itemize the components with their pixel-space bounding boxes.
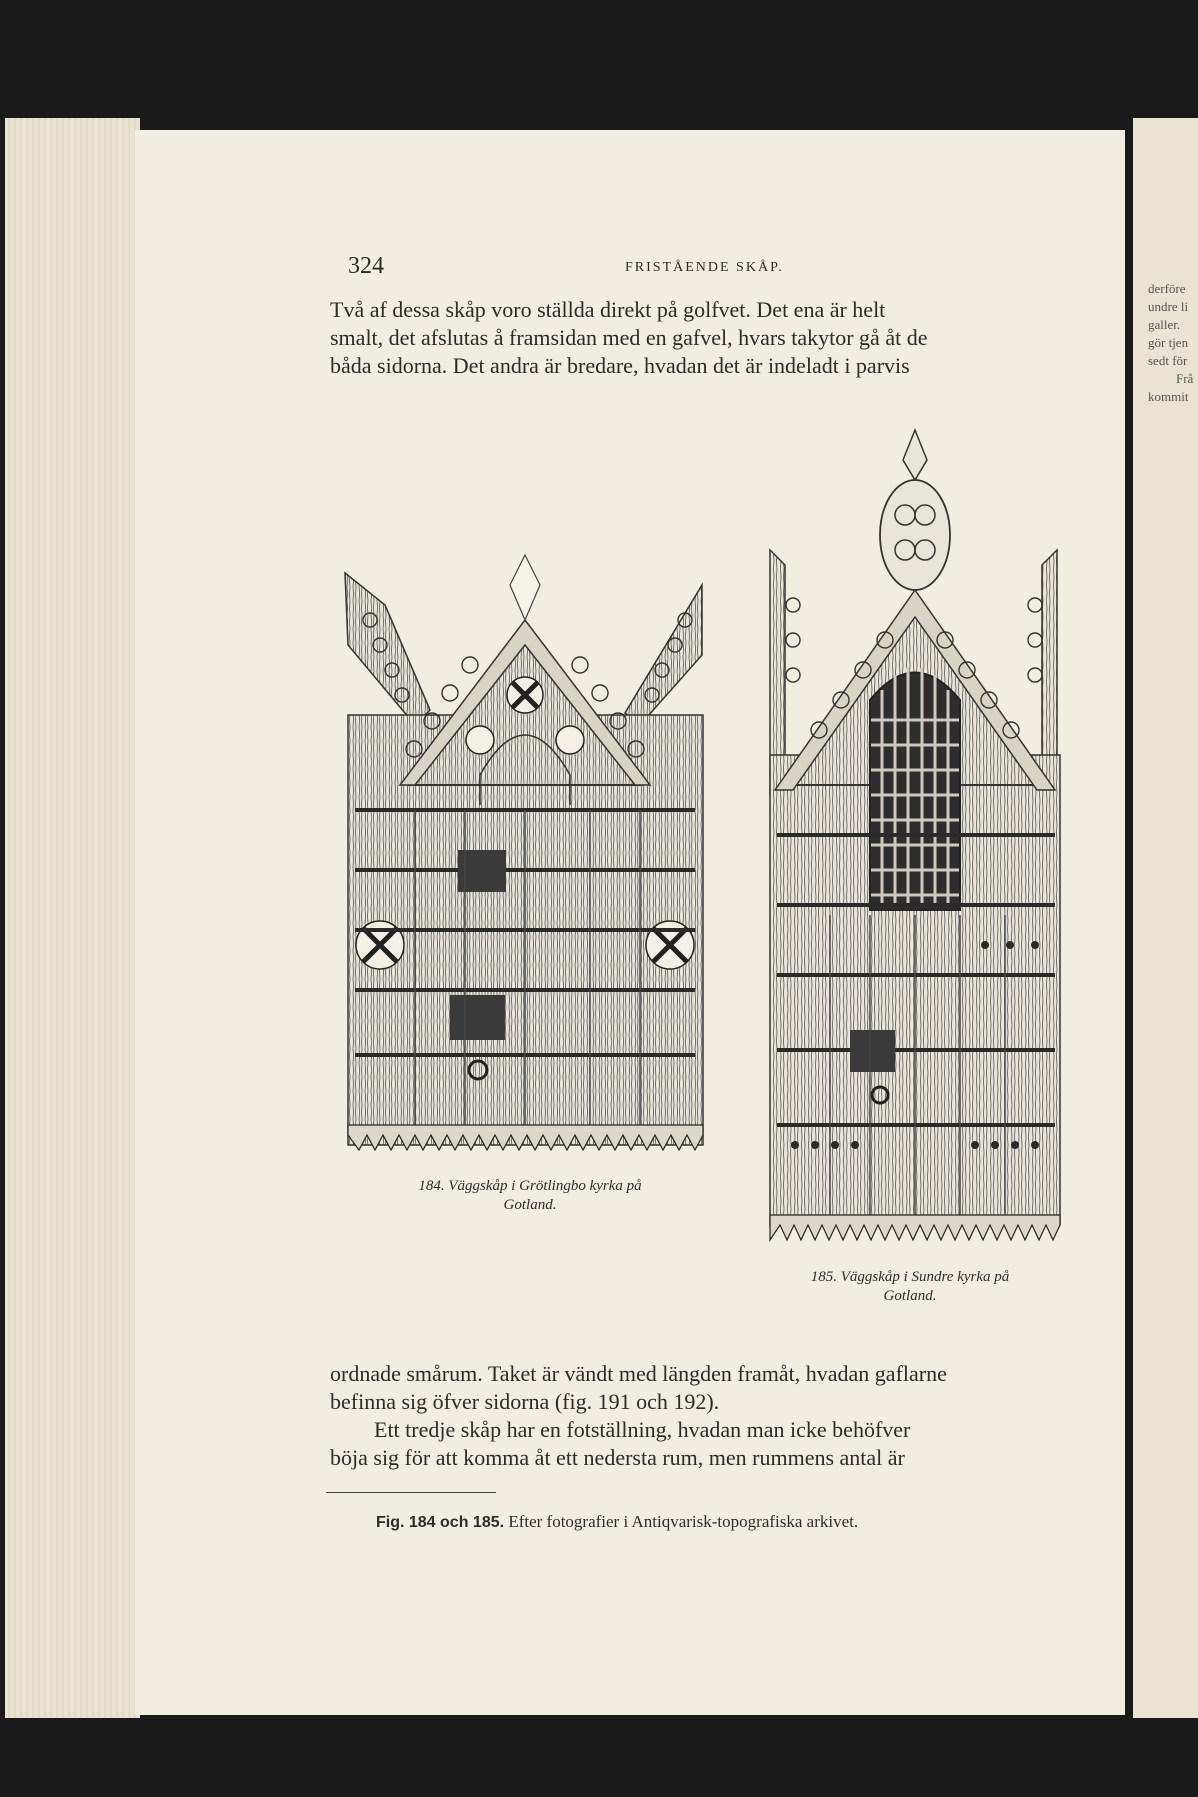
figure-184-caption: 184. Väggskåp i Grötlingbo kyrka på Gotland. [418, 1178, 642, 1213]
page-number: 324 [348, 253, 384, 279]
figure-184-illustration [340, 545, 710, 1165]
page-header [348, 253, 1090, 279]
footnote [376, 1512, 858, 1532]
text-line: ordnade smårum. Taket är vändt med längden framåt, hvadan gaflarne [330, 1361, 947, 1386]
text-line: böja sig för att komma åt ett nedersta rum, men rummens antal är [330, 1445, 905, 1470]
text-line: Ett tredje skåp har en fotställning, hvadan man icke behöfver [374, 1417, 911, 1442]
footnote-label: Fig. 184 och 185. [376, 1514, 505, 1531]
text-line: båda sidorna. Det andra är bredare, hvadan det är indeladt i parvis [330, 353, 910, 378]
running-head: FRISTÅENDE SKÅP. [625, 260, 784, 275]
text-line: befinna sig öfver sidorna (fig. 191 och 192). [330, 1389, 720, 1414]
figure-185-illustration [765, 425, 1065, 1255]
body-paragraph-bottom [330, 1360, 1075, 1472]
facing-page-text: derföre undre li galler. gör tjen sedt för Frå kommit [1148, 281, 1194, 404]
footnote-divider [326, 1492, 496, 1493]
figure-185-caption: 185. Väggskåp i Sundre kyrka på Gotland. [810, 1269, 1010, 1304]
text-line: smalt, det afslutas å framsidan med en gafvel, hvars takytor gå åt de [330, 325, 928, 350]
body-paragraph-top [330, 296, 1075, 380]
footnote-text: Efter fotografier i Antiqvarisk-topografiska arkivet. [508, 1512, 859, 1531]
book-page-edges [5, 118, 140, 1718]
text-line: Två af dessa skåp voro ställda direkt på golfvet. Det ena är helt [330, 297, 886, 322]
